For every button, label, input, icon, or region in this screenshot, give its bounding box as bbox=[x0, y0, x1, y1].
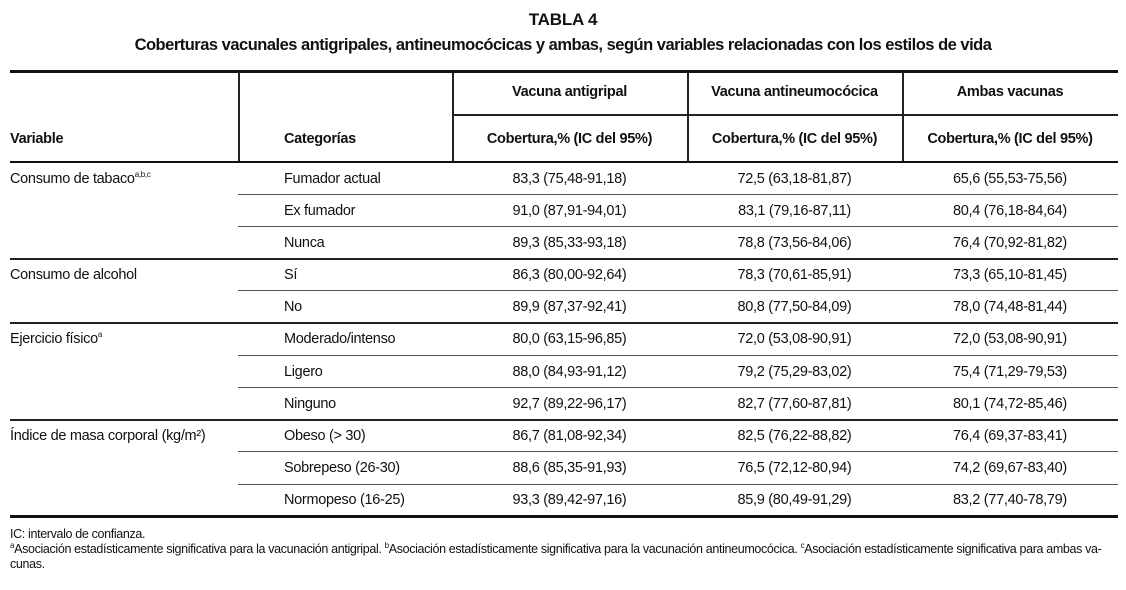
header-coverage-both: Cobertura,% (IC del 95%) bbox=[927, 131, 1093, 147]
header-variable: Variable bbox=[10, 131, 64, 147]
group-separator bbox=[10, 419, 1118, 421]
category-label: Sí bbox=[284, 267, 298, 283]
value-cell: 86,3 (80,00-92,64) bbox=[512, 267, 627, 283]
header-vaccine-flu: Vacuna antigripal bbox=[512, 84, 627, 100]
variable-label: Consumo de alcohol bbox=[10, 267, 137, 283]
category-label: Ligero bbox=[284, 364, 323, 380]
header-bottom-rule bbox=[10, 161, 1118, 163]
header-vaccine-both: Ambas vacunas bbox=[956, 84, 1064, 100]
value-cell: 72,0 (53,08-90,91) bbox=[737, 331, 852, 347]
group-separator bbox=[10, 322, 1118, 324]
category-label: Ninguno bbox=[284, 396, 336, 412]
value-cell: 73,3 (65,10-81,45) bbox=[953, 267, 1067, 283]
table-label: TABLA 4 bbox=[528, 10, 598, 29]
category-label: Obeso (> 30) bbox=[284, 428, 366, 444]
value-cell: 76,4 (69,37-83,41) bbox=[953, 428, 1067, 444]
header-coverage-pneumo: Cobertura,% (IC del 95%) bbox=[711, 131, 878, 147]
value-cell: 78,0 (74,48-81,44) bbox=[953, 299, 1067, 315]
header-vaccine-pneumo: Vacuna antineumocócica bbox=[711, 84, 878, 100]
value-cell: 83,1 (79,16-87,11) bbox=[738, 203, 851, 219]
category-label: Ex fumador bbox=[284, 203, 356, 219]
value-cell: 72,0 (53,08-90,91) bbox=[953, 331, 1067, 347]
header-divider bbox=[238, 73, 240, 161]
value-cell: 80,8 (77,50-84,09) bbox=[737, 299, 852, 315]
footnote-significance: $^a$Asociación estadísticamente significativa para la vacunación antigripal. $^b$Asociación estadísticamente significativa para la vacunación antineumocócica. $^c$Asociación estadísticamente significativa para ambas va- cunas. bbox=[10, 540, 1102, 571]
value-cell: 92,7 (89,22-96,17) bbox=[512, 396, 627, 412]
row-separator bbox=[238, 226, 1118, 227]
value-cell: 85,9 (80,49-91,29) bbox=[737, 492, 852, 508]
value-cell: 82,7 (77,60-87,81) bbox=[737, 396, 852, 412]
value-cell: 91,0 (87,91-94,01) bbox=[512, 203, 627, 219]
category-label: Nunca bbox=[284, 235, 325, 251]
row-separator bbox=[238, 290, 1118, 291]
value-cell: 65,6 (55,53-75,56) bbox=[953, 171, 1067, 187]
variable-label: Ejercicio físico$^a$ bbox=[10, 330, 103, 347]
value-cell: 93,3 (89,42-97,16) bbox=[512, 492, 627, 508]
value-cell: 88,6 (85,35-91,93) bbox=[512, 460, 627, 476]
value-cell: 80,1 (74,72-85,46) bbox=[953, 396, 1067, 412]
row-separator bbox=[238, 355, 1118, 356]
header-coverage-flu: Cobertura,% (IC del 95%) bbox=[486, 131, 653, 147]
row-separator bbox=[238, 194, 1118, 195]
value-cell: 82,5 (76,22-88,82) bbox=[737, 428, 852, 444]
value-cell: 78,3 (70,61-85,91) bbox=[737, 267, 852, 283]
value-cell: 78,8 (73,56-84,06) bbox=[737, 235, 852, 251]
variable-label: Consumo de tabaco$^{a,b,c}$ bbox=[10, 170, 151, 187]
value-cell: 86,7 (81,08-92,34) bbox=[512, 428, 627, 444]
value-cell: 83,3 (75,48-91,18) bbox=[512, 171, 627, 187]
value-cell: 89,3 (85,33-93,18) bbox=[512, 235, 627, 251]
category-label: Moderado/intenso bbox=[284, 331, 396, 347]
value-cell: 80,0 (63,15-96,85) bbox=[512, 331, 627, 347]
value-cell: 72,5 (63,18-81,87) bbox=[737, 171, 852, 187]
category-label: Sobrepeso (26-30) bbox=[284, 460, 400, 476]
value-cell: 80,4 (76,18-84,64) bbox=[953, 203, 1067, 219]
group-separator bbox=[10, 258, 1118, 260]
header-categories: Categorías bbox=[284, 131, 356, 147]
value-cell: 79,2 (75,29-83,02) bbox=[737, 364, 852, 380]
value-cell: 74,2 (69,67-83,40) bbox=[953, 460, 1067, 476]
header-mid-rule bbox=[452, 114, 1118, 116]
value-cell: 88,0 (84,93-91,12) bbox=[512, 364, 627, 380]
value-cell: 76,4 (70,92-81,82) bbox=[953, 235, 1067, 251]
top-rule bbox=[10, 70, 1118, 73]
value-cell: 83,2 (77,40-78,79) bbox=[953, 492, 1067, 508]
bottom-rule bbox=[10, 515, 1118, 518]
row-separator bbox=[238, 451, 1118, 452]
row-separator bbox=[238, 387, 1118, 388]
table-title: Coberturas vacunales antigripales, antineumocócicas y ambas, según variables relacionadas con los estilos de vida bbox=[134, 36, 992, 54]
category-label: No bbox=[284, 299, 302, 315]
category-label: Fumador actual bbox=[284, 171, 381, 187]
footnote-ic: IC: intervalo de confianza. bbox=[10, 527, 146, 541]
value-cell: 75,4 (71,29-79,53) bbox=[953, 364, 1067, 380]
row-separator bbox=[238, 484, 1118, 485]
variable-label: Índice de masa corporal (kg/m²) bbox=[10, 428, 206, 444]
value-cell: 89,9 (87,37-92,41) bbox=[512, 299, 627, 315]
category-label: Normopeso (16-25) bbox=[284, 492, 405, 508]
value-cell: 76,5 (72,12-80,94) bbox=[737, 460, 852, 476]
